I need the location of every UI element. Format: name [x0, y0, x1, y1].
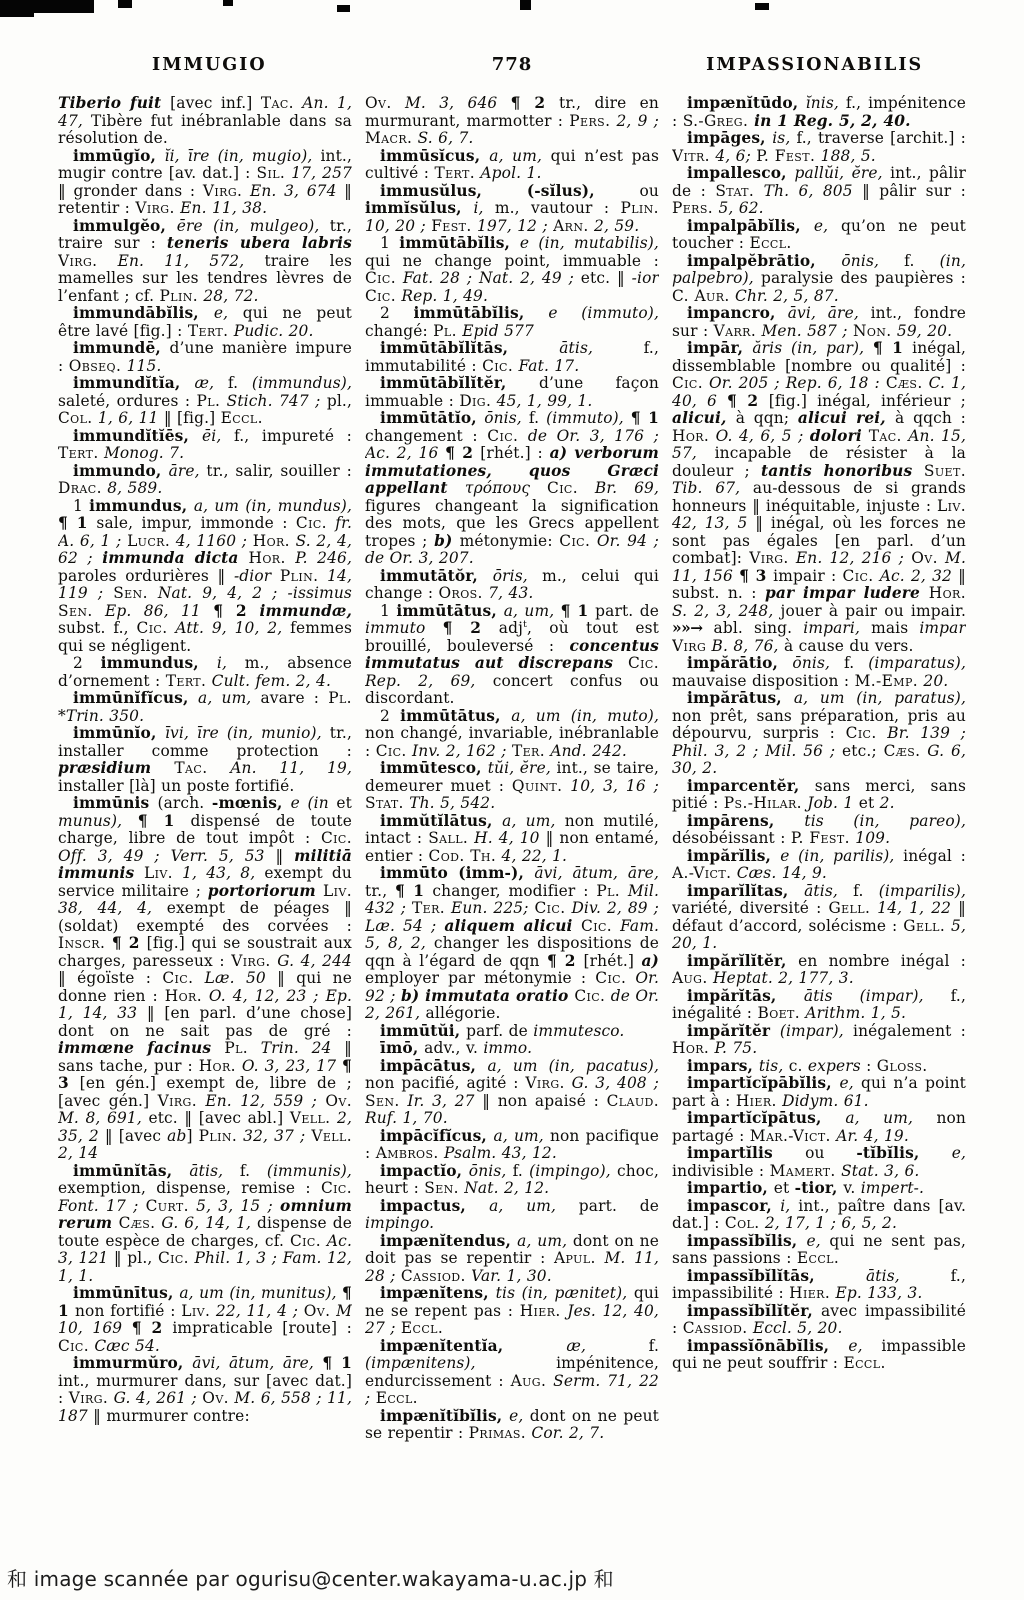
dictionary-entry: impænĭtens, tis (in, pænitet), qui ne se repent pas : Hier. Jes. 12, 40, 27 ; Eccl. — [365, 1284, 659, 1337]
scan-credit-text: 和 image scannée par ogurisu@center.wakayama-u.ac.jp 和 — [7, 1567, 614, 1591]
dictionary-entry: immūnĭfĭcus, a, um, avare : Pl. *Trin. 350. — [58, 689, 352, 725]
dictionary-entry: impāges, is, f., traverse [archit.] : Vitr. 4, 6; P. Fest. 188, 5. — [672, 129, 966, 165]
dictionary-entry: impācātus, a, um (in, pacatus), non pacifié, agité : Virg. G. 3, 408 ; Sen. Ir. 3, 27 ‖ non apaisé : Claud. Ruf. 1, 70. — [365, 1056, 659, 1127]
dictionary-entry: impărĭlĭtĕr, en nombre inégal : Aug. Heptat. 2, 177, 3. — [672, 951, 966, 987]
column-2 — [365, 95, 659, 1547]
dictionary-entry: impactus, a, um, part. de impingo. — [365, 1196, 659, 1232]
dictionary-entry: impassĭōnābĭlis, e, impassible qui ne peut souffrir : Eccl. — [672, 1336, 966, 1372]
dictionary-entry: immūtesco, tŭi, ĕre, int., se taire, demeurer muet : Quint. 10, 3, 16 ; Stat. Th. 5, 542. — [365, 759, 659, 812]
dictionary-entry: impărĭtĕr (impar), inégalement : Hor. P. 75. — [672, 1021, 966, 1057]
dictionary-entry: impartĭcĭpābĭlis, e, qui n’a point part à : Hier. Didym. 61. — [672, 1074, 966, 1110]
dictionary-entry: impartĭcĭpātus, a, um, non partagé : Mar.-Vict. Ar. 4, 19. — [672, 1109, 966, 1145]
dictionary-entry: immŭtĭlātus, a, um, non mutilé, intact : Sall. H. 4, 10 ‖ non entamé, entier : Cod. Th. 4, 22, 1. — [365, 811, 659, 865]
column-3 — [672, 95, 966, 1547]
dictionary-entry: immundĭtĭēs, ēi, f., impureté : Tert. Monog. 7. — [58, 426, 352, 462]
dictionary-entry: impalpābĭlis, e, qu’on ne peut toucher : Eccl. — [672, 216, 966, 252]
dictionary-entry: impār, ăris (in, par), ¶ 1 inégal, dissemblable [nombre ou qualité] : Cic. Or. 205 ; Rep. 6, 18 : Cæs. C. 1, 40, 6 ¶ 2 [fig.] inégal, inférieur ; alicui, à qqn; alicui rei, à qqch : Hor. O. 4, 6, 5 ; dolori Tac. An. 15, 57, incapable de résister à la douleur ; tantis honoribus Suet. Tib. 67, au-dessous de si grands honneurs ‖ inéquitable, injuste : Liv. 42, 13, 5 ‖ inégal, où les forces ne sont pas égales [en parl. d’un combat]: Virg. En. 12, 216 ; Ov. M. 11, 156 ¶ 3 impair : Cic. Ac. 2, 32 ‖ subst. n. : par impar ludere Hor. S. 2, 3, 248, jouer à pair ou impair. »»→ abl. sing. impari, mais impar Virg B. 8, 76, à cause du vers. — [672, 339, 966, 655]
dictionary-entry: impænĭtūdo, ĭnis, f., impénitence : S.-Greg. in 1 Reg. 5, 2, 40. — [672, 95, 966, 130]
dictionary-entry: impărĭlis, e (in, parilis), inégal : A.-Vict. Cæs. 14, 9. — [672, 846, 966, 882]
dictionary-entry: immūtŭi, parf. de immutesco. — [380, 1021, 625, 1040]
dictionary-entry: immulgĕo, ēre (in, mulgeo), tr., traire sur : teneris ubera labris Virg. En. 11, 572, traire les mamelles sur les tendres lèvres de l’enfant ; cf. Plin. 28, 72. — [58, 216, 352, 305]
dictionary-entry: immūsĭcus, a, um, qui n’est pas cultivé : Tert. Apol. 1. — [365, 146, 659, 182]
dictionary-entry: immundo, āre, tr., salir, souiller : Drac. 8, 589. — [58, 461, 352, 497]
header-right-headword: IMPASSIONABILIS — [706, 55, 924, 75]
dictionary-entry: impascor, i, int., paître dans [av. dat.] : Col. 2, 17, 1 ; 6, 5, 2. — [672, 1196, 966, 1232]
dictionary-entry: immūtābĭlĭtĕr, d’une façon immuable : Dig. 45, 1, 99, 1. — [365, 374, 659, 410]
dictionary-entry: immūtābĭlĭtās, ātis, f., immutabilité : Cic. Fat. 17. — [365, 339, 659, 375]
dictionary-entry: impassĭbĭlĭtĕr, avec impassibilité : Cassiod. Eccl. 5, 20. — [672, 1301, 966, 1337]
dictionary-entry: 2 immūtātus, a, um (in, muto), non changé, invariable, inébranlable : Cic. Inv. 2, 162 ; Ter. And. 242. — [365, 706, 659, 760]
dictionary-entry: impācĭfĭcus, a, um, non pacifique : Ambros. Psalm. 43, 12. — [365, 1126, 659, 1162]
dictionary-entry: impars, tis, c. expers : Gloss. — [687, 1056, 928, 1075]
dictionary-entry: impassĭbĭlĭtās, ātis, f., impassibilité : Hier. Ep. 133, 3. — [672, 1266, 966, 1302]
dictionary-entry: imparĭlĭtas, ātis, f. (imparilis), variété, diversité : Gell. 14, 1, 22 ‖ défaut d’accord, solécisme : Gell. 5, 20, 1. — [672, 881, 966, 952]
dictionary-entry: 1 immūtābĭlis, e (in, mutabilis), qui ne change point, immuable : Cic. Fat. 28 ; Nat. 2, 49 ; etc. ‖ -ior Cic. Rep. 1, 49. — [365, 234, 659, 305]
dictionary-entry: immundābĭlis, e, qui ne peut être lavé [fig.] : Tert. Pudic. 20. — [58, 304, 352, 340]
dictionary-entry: impărātio, ōnis, f. (imparatus), mauvaise disposition : M.-Emp. 20. — [672, 654, 966, 690]
dictionary-entry: immusŭlus, (-sĭlus), ou immĭsŭlus, i, m., vautour : Plin. 10, 20 ; Fest. 197, 12 ; Arn. 2, 59. — [365, 181, 659, 235]
scan-artifact — [223, 0, 233, 6]
page-header — [58, 54, 966, 75]
dictionary-entry: impancro, āvi, āre, int., fondre sur : Varr. Men. 587 ; Non. 59, 20. — [672, 304, 966, 340]
dictionary-entry: immūnītus, a, um (in, munitus), ¶ 1 non fortifié : Liv. 22, 11, 4 ; Ov. M 10, 169 ¶ 2 impraticable [route] : Cic. Cæc 54. — [58, 1284, 352, 1355]
dictionary-entry: immūtātĭo, ōnis, f. (immuto), ¶ 1 changement : Cic. de Or. 3, 176 ; Ac. 2, 16 ¶ 2 [rhét.] : a) verborum immutationes, quos Græci appellant τρόπους Cic. Br. 69, figures changeant la signification des mots, que les Grecs appellent tropes ; b) métonymie: Cic. Or. 94 ; de Or. 3, 207. — [365, 409, 659, 567]
dictionary-entry: impartĭlis ou -tĭbĭlis, e, indivisible : Mamert. Stat. 3, 6. — [672, 1144, 966, 1180]
page-number: 778 — [491, 54, 533, 75]
scan-artifact — [337, 5, 350, 12]
dictionary-entry: immūnĭtās, ātis, f. (immunis), exemption, dispense, remise : Cic. Font. 17 ; Curt. 5, 3, 15 ; omnium rerum Cæs. G. 6, 14, 1, dispense de toute espèce de charges, cf. Cic. Ac. 3, 121 ‖ pl., Cic. Phil. 1, 3 ; Fam. 12, 1, 1. — [58, 1161, 352, 1285]
dictionary-entry: immūgĭo, ĭi, īre (in, mugio), int., mugir contre [av. dat.] : Sil. 17, 257 ‖ gronder dans : Virg. En. 3, 674 ‖ retentir : Virg. En. 11, 38. — [58, 146, 352, 217]
dictionary-entry: immūto (imm-), āvi, ātum, āre, tr., ¶ 1 changer, modifier : Pl. Mil. 432 ; Ter. Eun. 225; Cic. Div. 2, 89 ; Læ. 54 ; aliquem alicui Cic. Fam. 5, 8, 2, changer les dispositions de qqn à l’égard de qqn ¶ 2 [rhét.] a) employer par métonymie : Cic. Or. 92 ; b) immutata oratio Cic. de Or. 2, 261, allégorie. — [365, 864, 659, 1022]
scan-credit — [7, 1563, 614, 1592]
column-1 — [58, 95, 352, 1547]
dictionary-entry: īmō, adv., v. immo. — [380, 1039, 533, 1057]
dictionary-entry: impārens, tis (in, pareo), désobéissant : P. Fest. 109. — [672, 811, 966, 847]
dictionary-entry: 2 immundus, i, m., absence d’ornement : Tert. Cult. fem. 2, 4. — [58, 654, 352, 690]
dictionary-entry: 2 immūtābĭlis, e (immuto), changé: Pl. Epid 577 — [365, 304, 659, 340]
scan-artifact — [520, 0, 531, 10]
dictionary-entry: immundĭtĭa, æ, f. (immundus), saleté, ordures : Pl. Stich. 747 ; pl., Col. 1, 6, 11 ‖ [fig.] Eccl. — [58, 374, 352, 427]
dictionary-entry: impassĭbĭlis, e, qui ne sent pas, sans passions : Eccl. — [672, 1231, 966, 1267]
dictionary-entry: immūnĭo, īvi, īre (in, munio), tr., installer comme protection : præsidium Tac. An. 11, 19, installer [là] un poste fortifié. — [58, 724, 352, 795]
dictionary-entry: immūnis (arch. -mœnis, e (in et munus), ¶ 1 dispensé de toute charge, libre de tout impôt : Cic. Off. 3, 49 ; Verr. 5, 53 ‖ militiā immunis Liv. 1, 43, 8, exempt du service militaire ; portoriorum Liv. 38, 44, 4, exempt de péages ‖ (soldat) exempté des corvées : Inscr. ¶ 2 [fig.] qui se soustrait aux charges, paresseux : Virg. G. 4, 244 ‖ égoïste : Cic. Læ. 50 ‖ qui ne donne rien : Hor. O. 4, 12, 23 ; Ep. 1, 14, 33 ‖ [en parl. d’une chose] dont on ne sait pas de gré : immœne facinus Pl. Trin. 24 ‖ sans tache, pur : Hor. O. 3, 23, 17 ¶ 3 [en gén.] exempt de, libre de ; [avec gén.] Virg. En. 12, 559 ; Ov. M. 8, 691, etc. ‖ [avec abl.] Vell. 2, 35, 2 ‖ [avec ab] Plin. 32, 37 ; Vell. 2, 14 — [58, 794, 352, 1162]
dictionary-entry: impalpĕbrātio, ōnis, f. (in, palpebro), paralysie des paupières : C. Aur. Chr. 2, 5, 87. — [672, 251, 966, 305]
dictionary-entry: immurmŭro, āvi, ātum, āre, ¶ 1 int., murmurer dans, sur [avec dat.] : Virg. G. 4, 261 ; Ov. M. 6, 558 ; 11, 187 ‖ murmurer contre: — [58, 1354, 352, 1425]
dictionary-entry: impænĭtĭbĭlis, e, dont on ne peut se repentir : Primas. Cor. 2, 7. — [365, 1406, 659, 1442]
scan-artifact — [755, 3, 769, 10]
dictionary-entry: Ov. M. 3, 646 ¶ 2 tr., dire en murmurant, marmotter : Pers. 2, 9 ; Macr. S. 6, 7. — [365, 95, 659, 147]
dictionary-entry: impænĭtendus, a, um, dont on ne doit pas se repentir : Apul. M. 11, 28 ; Cassiod. Var. 1, 30. — [365, 1231, 659, 1285]
dictionary-entry: 1 immundus, a, um (in, mundus), ¶ 1 sale, impur, immonde : Cic. fr. A. 6, 1 ; Lucr. 4, 1160 ; Hor. S. 2, 4, 62 ; immunda dicta Hor. P. 246, paroles ordurières ‖ -dior Plin. 14, 119 ; Sen. Nat. 9, 4, 2 ; -issimus Sen. Ep. 86, 11 ¶ 2 immundæ, subst. f., Cic. Att. 9, 10, 2, femmes qui se négligent. — [58, 496, 352, 655]
header-left-headword: IMMUGIO — [152, 55, 267, 75]
dictionary-entry: immundē, d’une manière impure : Obseq. 115. — [58, 339, 352, 375]
dictionary-entry: impallesco, pallŭi, ĕre, int., pâlir de : Stat. Th. 6, 805 ‖ pâlir sur : Pers. 5, 62. — [672, 164, 966, 217]
dictionary-entry: 1 immūtātus, a, um, ¶ 1 part. de immuto ¶ 2 adj$^t$, où tout est brouillé, bouleversé : concentus immutatus aut discrepans Cic. Rep. 2, 69, concert confus ou discordant. — [365, 601, 659, 707]
dictionary-entry: impartio, et -tior, v. impert-. — [687, 1179, 925, 1197]
scan-artifact — [0, 0, 34, 17]
text-columns — [58, 95, 966, 1547]
dictionary-entry: impactĭo, ōnis, f. (impingo), choc, heurt : Sen. Nat. 2, 12. — [365, 1161, 659, 1197]
dictionary-entry: impænĭtentĭa, æ, f. (impænitens), impénitence, endurcissement : Aug. Serm. 71, 22 ; Eccl. — [365, 1336, 659, 1407]
dictionary-entry: Tiberio fuit [avec inf.] Tac. An. 1, 47, Tibère fut inébranlable dans sa résolution de. — [58, 95, 352, 147]
dictionary-entry: impărātus, a, um (in, paratus), non prêt, sans préparation, pris au dépourvu, surpris : Cic. Br. 139 ; Phil. 3, 2 ; Mil. 56 ; etc.; Cæs. G. 6, 30, 2. — [672, 689, 966, 777]
scan-artifact — [118, 0, 132, 8]
dictionary-entry: impărĭtās, ātis (impar), f., inégalité : Boet. Arithm. 1, 5. — [672, 986, 966, 1022]
dictionary-entry: imparcentĕr, sans merci, sans pitié : Ps.-Hilar. Job. 1 et 2. — [672, 776, 966, 812]
dictionary-entry: immutātŏr, ōris, m., celui qui change : Oros. 7, 43. — [365, 566, 659, 602]
